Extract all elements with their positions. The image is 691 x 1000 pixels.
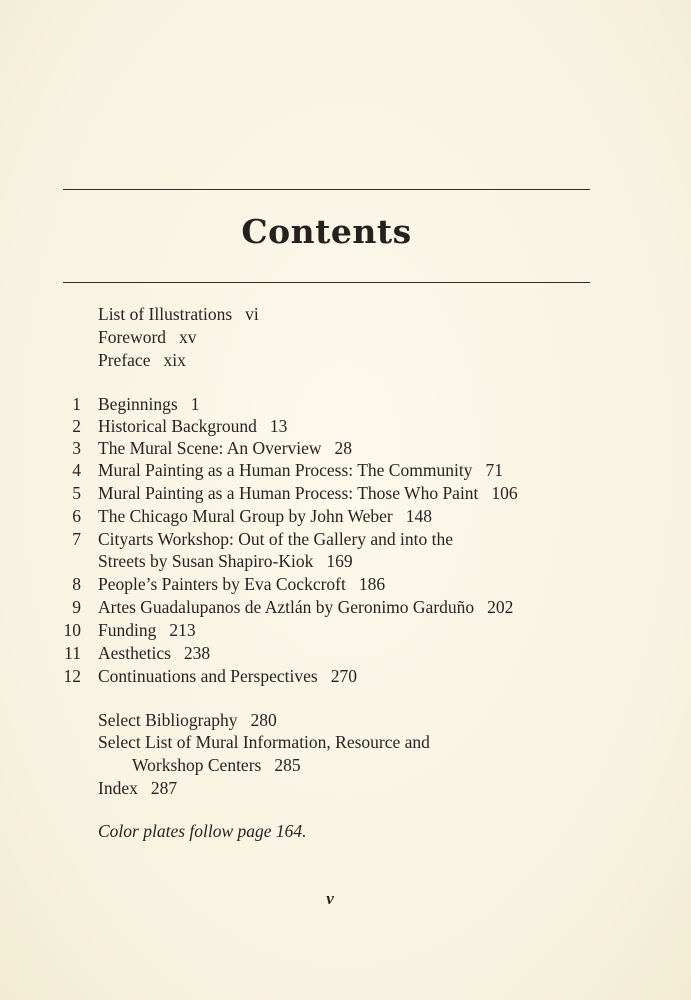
entry-page: xv [179,327,197,347]
toc-entry-chapter-7-line-2 [98,550,353,572]
entry-title: Streets by Susan Shapiro-Kiok [98,551,314,571]
chapter-number: 7 [72,529,81,549]
chapter-number: 8 [72,574,81,594]
page-number: v [326,889,334,908]
chapter-number: 9 [72,597,81,617]
toc-entry-chapter-10 [98,619,196,641]
entry-title: Foreword [98,327,167,347]
chapter-number: 5 [72,483,81,503]
toc-entry-chapter-5 [98,482,518,504]
toc-entry-back-index [98,777,177,799]
color-plates-note: Color plates follow page 164. [98,821,307,841]
page-title: Contents [241,212,412,251]
chapter-number: 6 [72,506,81,526]
entry-title: Index [98,778,138,798]
chapter-number: 3 [72,438,81,458]
entry-title: Beginnings [98,394,178,414]
entry-title: Preface [98,350,151,370]
chapter-number: 4 [72,460,81,480]
toc-entry-chapter-4 [98,459,503,481]
entry-page: 213 [169,620,196,640]
toc-entry-chapter-2 [98,415,287,437]
entry-title: The Mural Scene: An Overview [98,438,322,458]
toc-entry-front-foreword [98,326,197,348]
toc-entry-chapter-6 [98,505,432,527]
toc-entry-chapter-12 [98,665,357,687]
toc-entry-back-bibliography [98,709,277,731]
chapter-number: 2 [72,416,81,436]
entry-page: 106 [491,483,518,503]
toc-entry-chapter-3 [98,437,352,459]
entry-title: Historical Background [98,416,257,436]
toc-entry-chapter-9 [98,596,513,618]
toc-entry-front-preface [98,349,186,371]
entry-page: 270 [330,666,357,686]
entry-title: Artes Guadalupanos de Aztlán by Geronimo Garduño [98,597,475,617]
chapter-number: 12 [63,666,81,686]
entry-title: Mural Painting as a Human Process: Those Who Paint [98,483,479,503]
entry-page: 280 [250,710,277,730]
entry-page: 202 [487,597,514,617]
entry-page: 28 [334,438,353,458]
entry-page: 287 [150,778,178,798]
entry-page: 285 [274,755,301,775]
entry-page: vi [245,304,259,324]
toc-entry-chapter-7-line-1 [98,528,453,550]
toc-entry-back-centers-line-1 [98,731,430,753]
entry-title: Cityarts Workshop: Out of the Gallery and into the [98,529,454,549]
entry-title: Workshop Centers [132,755,262,775]
entry-title: Select Bibliography [98,710,238,730]
entry-page: 169 [326,551,353,571]
entry-title: The Chicago Mural Group by John Weber [98,506,393,526]
chapter-number: 1 [72,394,81,414]
entry-title: Aesthetics [98,643,171,663]
entry-page: 238 [183,643,211,663]
entry-title: List of Illustrations [98,304,233,324]
entry-page: 13 [269,416,288,436]
entry-title: Mural Painting as a Human Process: The Community [98,460,473,480]
chapter-number: 11 [64,643,81,663]
entry-title: Continuations and Perspectives [98,666,318,686]
entry-page: 148 [405,506,432,526]
toc-entry-chapter-1 [98,393,199,415]
toc-entry-back-centers-line-2 [132,754,301,776]
toc-entry-chapter-8 [98,573,385,595]
entry-page: 1 [190,394,200,414]
chapter-number: 10 [63,620,81,640]
entry-title: Select List of Mural Information, Resource and [98,732,430,752]
entry-page: xix [163,350,186,370]
entry-page: 71 [485,460,503,480]
entry-page: 186 [358,574,386,594]
toc-entry-front-illustrations [98,303,259,325]
entry-title: Funding [98,620,157,640]
top-rule [63,189,590,190]
toc-entry-chapter-11 [98,642,210,664]
bottom-rule [63,282,590,283]
entry-title: People’s Painters by Eva Cockcroft [98,574,346,594]
